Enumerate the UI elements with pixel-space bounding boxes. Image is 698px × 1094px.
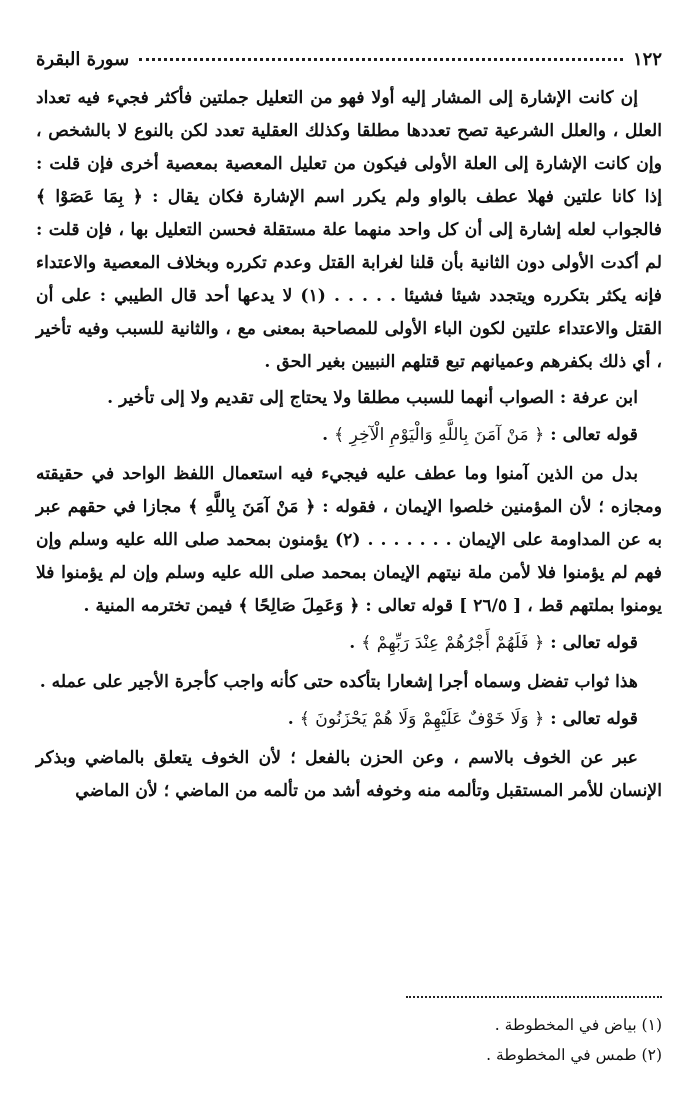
footnote-divider <box>406 996 662 998</box>
verse-heading-2: قوله تعالى : ﴿ فَلَهُمْ أَجْرُهُمْ عِنْدَ رَبِّهِمْ ﴾ . <box>349 633 638 653</box>
paragraph-4: بدل من الذين آمنوا وما عطف عليه فيجيء فيه استعمال اللفظ الواحد في حقيقته ومجازه ؛ لأن المؤمنين خلصوا الإيمان ، فقوله : ﴿ مَنْ آمَنَ بِاللَّهِ ﴾ مجازا في حقهم عبر به عن المداومة على الإيمان . . . . . . . (٢) يؤمنون بمحمد صلى الله عليه وسلم وإن فهم لم يؤمنوا فلا لأمن ملة نيتهم الإيمان بمحمد صلى الله عليه وسلم وإن لم يؤمنوا فلا يومنوا بملتهم قط ، [ ٢٦/٥ ] قوله تعالى : ﴿ وَعَمِلَ صَالِحًا ﴾ فيمن تخترمه المنية . <box>36 464 663 616</box>
verse-label: قوله تعالى : <box>550 425 638 445</box>
verse-label: قوله تعالى : <box>550 709 638 729</box>
paragraph-6: هذا ثواب تفضل وسماه أجرا إشعارا بتأكده حتى كأنه واجب كأجرة الأجير على عمله . <box>39 672 638 692</box>
running-header <box>36 36 662 70</box>
quran-verse: ﴿ فَلَهُمْ أَجْرُهُمْ عِنْدَ رَبِّهِمْ ﴾ <box>361 633 545 653</box>
quran-verse: ﴿ مَنْ آمَنَ بِاللَّهِ وَالْيَوْمِ الْآخِرِ ﴾ <box>334 425 545 445</box>
paragraph-1: إن كانت الإشارة إلى المشار إليه أولا فهو من التعليل جملتين فأكثر فجيء فيه تعداد العلل ، والعلل الشرعية تصح تعددها مطلقا وكذلك العقلية تعدد لكن بالنوع لا بالشخص ، وإن كانت الإشارة إلى العلة الأولى فيكون من تعليل المعصية بمعصية أخرى فإن قلت : إذا كانا علتين فهلا عطف بالواو ولم يكرر اسم الإشارة فكان يقال : ﴿ بِمَا عَصَوْا ﴾ فالجواب لعله إشارة إلى أن كل واحد منهما علة مستقلة فحسن التعليل بها ، فإن قلت : لم أكدت الأولى دون الثانية بأن قلنا لغرابة القتل وعدم تكرره وبخلاف المعصية والاعتداء فإنه يكثر بتكرره ويتجدد شيئا فشيئا . . . . . (١) لا يدعها أحد قال الطيبي : على أن القتل والاعتداء علتين لكون الباء الأولى للمصاحبة بمعنى مع ، والثانية للسبب وفيه تأخير ، أي ذلك بكفرهم وعميانهم تبع قتلهم النبيين بغير الحق . <box>36 88 662 372</box>
page-number: ١٢٢ <box>632 49 662 70</box>
quran-verse: ﴿ وَلَا خَوْفٌ عَلَيْهِمْ وَلَا هُمْ يَحْزَنُونَ ﴾ <box>299 709 545 729</box>
surah-title: سورة البقرة <box>36 49 130 70</box>
paragraph-2: ابن عرفة : الصواب أنهما للسبب مطلقا ولا يحتاج إلى تقديم ولا إلى تأخير . <box>107 388 638 408</box>
paragraph-8: عبر عن الخوف بالاسم ، وعن الحزن بالفعل ؛ لأن الخوف يتعلق بالماضي وبذكر الإنسان للأمر المستقبل وتألمه منه وخوفه أشد من تألمه من الماضي ؛ لأن الماضي <box>36 748 662 801</box>
main-text <box>36 82 662 811</box>
footnote-2: (٢) طمس في المخطوطة . <box>486 1046 662 1064</box>
footnote-1: (١) بياض في المخطوطة . <box>494 1016 662 1034</box>
verse-heading-1: قوله تعالى : ﴿ مَنْ آمَنَ بِاللَّهِ وَالْيَوْمِ الْآخِرِ ﴾ . <box>322 425 638 445</box>
verse-heading-3: قوله تعالى : ﴿ وَلَا خَوْفٌ عَلَيْهِمْ وَلَا هُمْ يَحْزَنُونَ ﴾ . <box>287 709 638 729</box>
verse-label: قوله تعالى : <box>550 633 638 653</box>
footnotes <box>36 1010 662 1070</box>
header-dotted-rule <box>139 58 623 61</box>
